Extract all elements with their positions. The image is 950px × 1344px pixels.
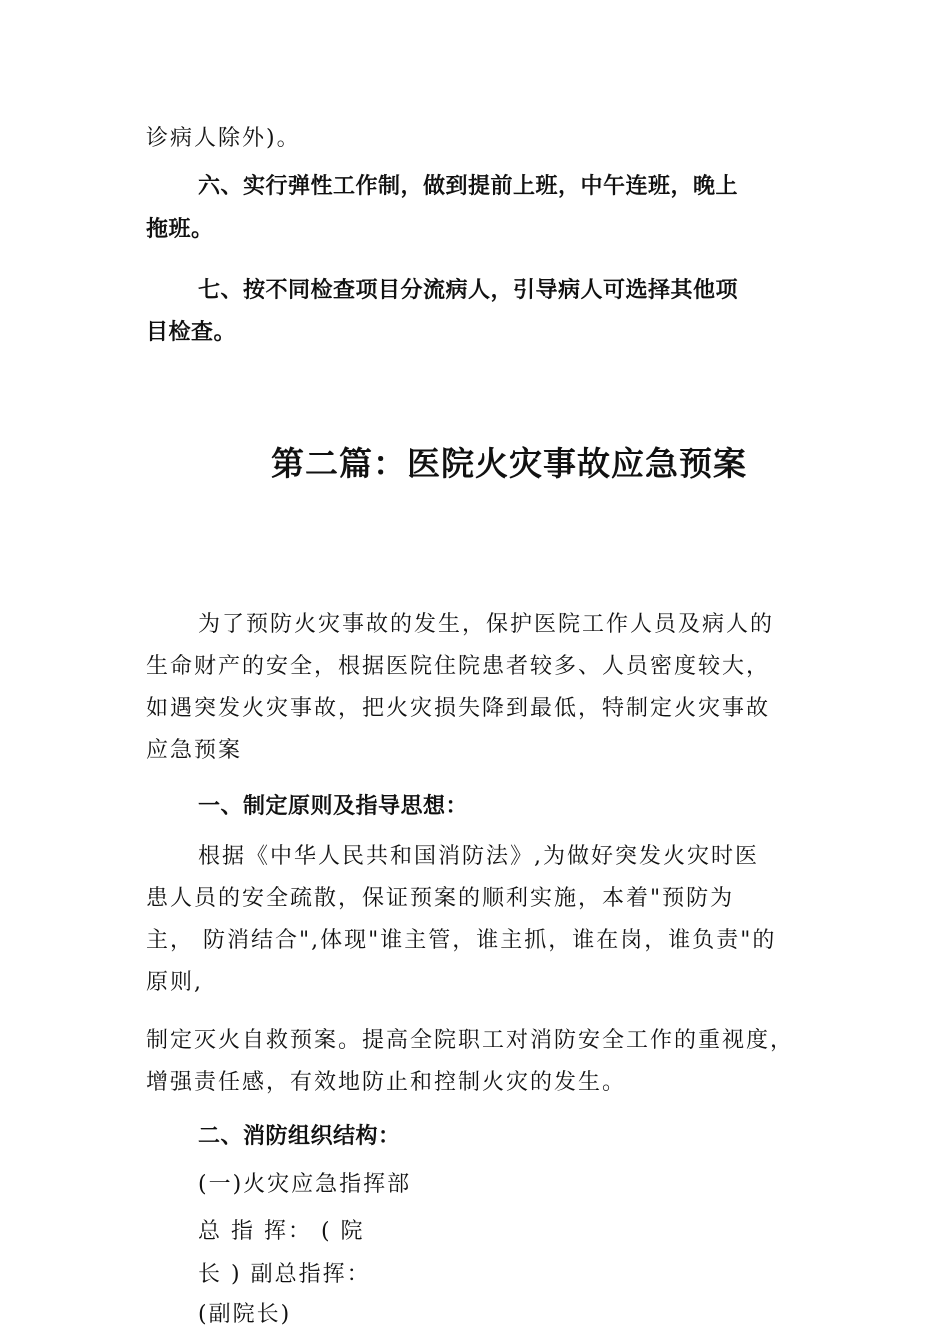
continuation-text: 诊病人除外)。 xyxy=(146,126,301,151)
item-7-line-1: 七、按不同检查项目分流病人，引导病人可选择其他项 xyxy=(198,278,739,303)
vice-president-line: (副院长) xyxy=(198,1302,292,1327)
subsection-1-title: (一)火灾应急指挥部 xyxy=(198,1172,412,1197)
section-1-line-3: 主， 防消结合",体现"谁主管，谁主抓，谁在岗，谁负责"的 xyxy=(146,928,777,953)
deputy-commander-line: 长 ) 副总指挥： xyxy=(198,1262,371,1287)
intro-line-2: 生命财产的安全，根据医院住院患者较多、人员密度较大， xyxy=(146,654,771,679)
section-1-line-4: 原则, xyxy=(146,970,203,995)
section-2-title: 二、消防组织结构： xyxy=(198,1124,401,1149)
intro-line-4: 应急预案 xyxy=(146,738,243,763)
section-1-line-6: 增强责任感，有效地防止和控制火灾的发生。 xyxy=(146,1070,627,1095)
intro-line-3: 如遇突发火灾事故，把火灾损失降到最低，特制定火灾事故 xyxy=(146,696,771,721)
intro-line-1: 为了预防火灾事故的发生，保护医院工作人员及病人的 xyxy=(198,612,775,637)
chapter-title: 第二篇：医院火灾事故应急预案 xyxy=(271,444,747,483)
commander-line: 总 指 挥： ( 院 xyxy=(198,1219,365,1244)
item-6-line-2: 拖班。 xyxy=(146,217,214,242)
section-1-line-1: 根据《中华人民共和国消防法》,为做好突发火灾时医 xyxy=(198,844,759,869)
section-1-title: 一、制定原则及指导思想： xyxy=(198,794,469,819)
item-7-line-2: 目检查。 xyxy=(146,320,237,345)
item-6-line-1: 六、实行弹性工作制，做到提前上班，中午连班，晚上 xyxy=(198,174,739,199)
section-1-line-2: 患人员的安全疏散，保证预案的顺利实施，本着"预防为 xyxy=(146,886,735,911)
section-1-line-5: 制定灭火自救预案。提高全院职工对消防安全工作的重视度， xyxy=(146,1028,795,1053)
